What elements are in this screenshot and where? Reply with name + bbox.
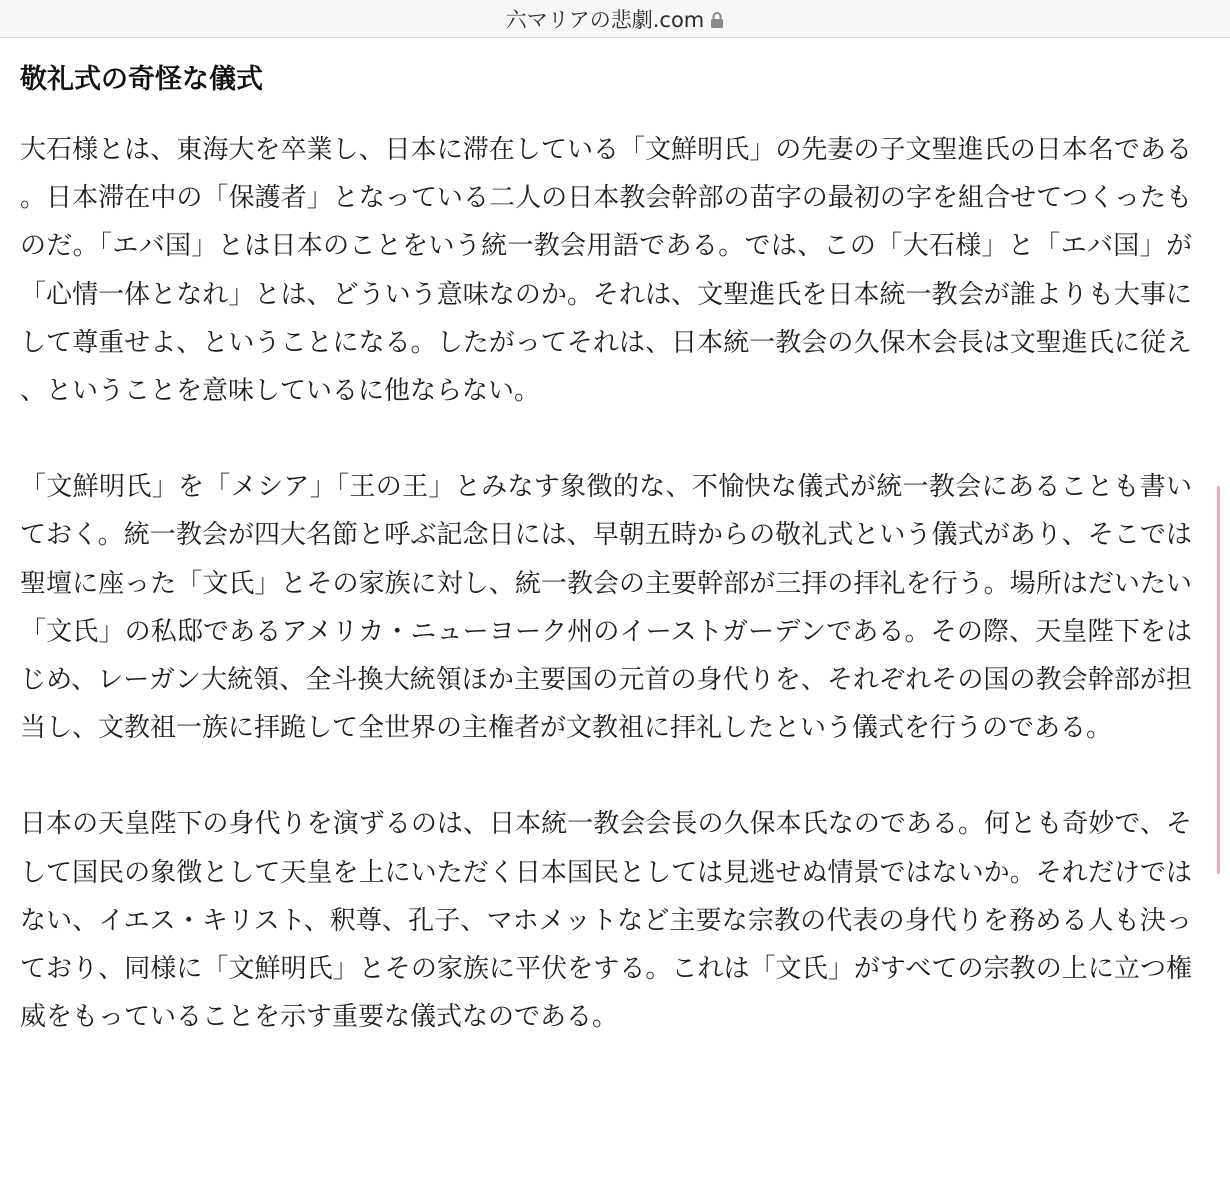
lock-icon — [710, 11, 724, 29]
article-paragraph-2: 「文鮮明氏」を「メシア」「王の王」とみなす象徴的な、不愉快な儀式が統一教会にあることも書いておく。統一教会が四大名節と呼ぶ記念日には、早朝五時からの敬礼式という儀式があり、そこでは聖壇に座った「文氏」とその家族に対し、統一教会の主要幹部が三拝の拝礼を行う。場所はだいたい「文氏」の私邸であるアメリカ・ニューヨーク州のイーストガーデンである。その際、天皇陛下をはじめ、レーガン大統領、全斗換大統領ほか主要国の元首の身代りを、それぞれその国の教会幹部が担当し、文教祖一族に拝跪して全世界の主権者が文教祖に拝礼したという儀式を行うのである。 — [20, 472, 1192, 744]
url-text[interactable]: 六マリアの悲劇.com — [505, 7, 705, 32]
article-paragraph-1: 大石様とは、東海大を卒業し、日本に滞在している「文鮮明氏」の先妻の子文聖進氏の日本名である。日本滞在中の「保護者」となっている二人の日本教会幹部の苗字の最初の字を組合せてつくったものだ。「エバ国」とは日本のことをいう統一教会用語である。では、この「大石様」と「エバ国」が「心情一体となれ」とは、どういう意味なのか。それは、文聖進氏を日本統一教会が誰よりも大事にして尊重せよ、ということになる。したがってそれは、日本統一教会の久保木会長は文聖進氏に従え、ということを意味しているに他ならない。 — [20, 135, 1192, 407]
article-heading: 敬礼式の奇怪な儀式 — [20, 64, 263, 95]
scroll-indicator[interactable] — [1217, 486, 1220, 874]
article — [20, 52, 1192, 1041]
address-bar[interactable] — [0, 0, 1230, 38]
article-paragraph-3: 日本の天皇陛下の身代りを演ずるのは、日本統一教会会長の久保本氏なのである。何とも奇妙で、そして国民の象徴として天皇を上にいただく日本国民としては見逃せぬ情景ではないか。それだけではない、イエス・キリスト、釈尊、孔子、マホメットなど主要な宗教の代表の身代りを務める人も決っており、同様に「文鮮明氏」とその家族に平伏をする。これは「文氏」がすべての宗教の上に立つ権威をもっていることを示す重要な儀式なのである。 — [20, 809, 1192, 1033]
